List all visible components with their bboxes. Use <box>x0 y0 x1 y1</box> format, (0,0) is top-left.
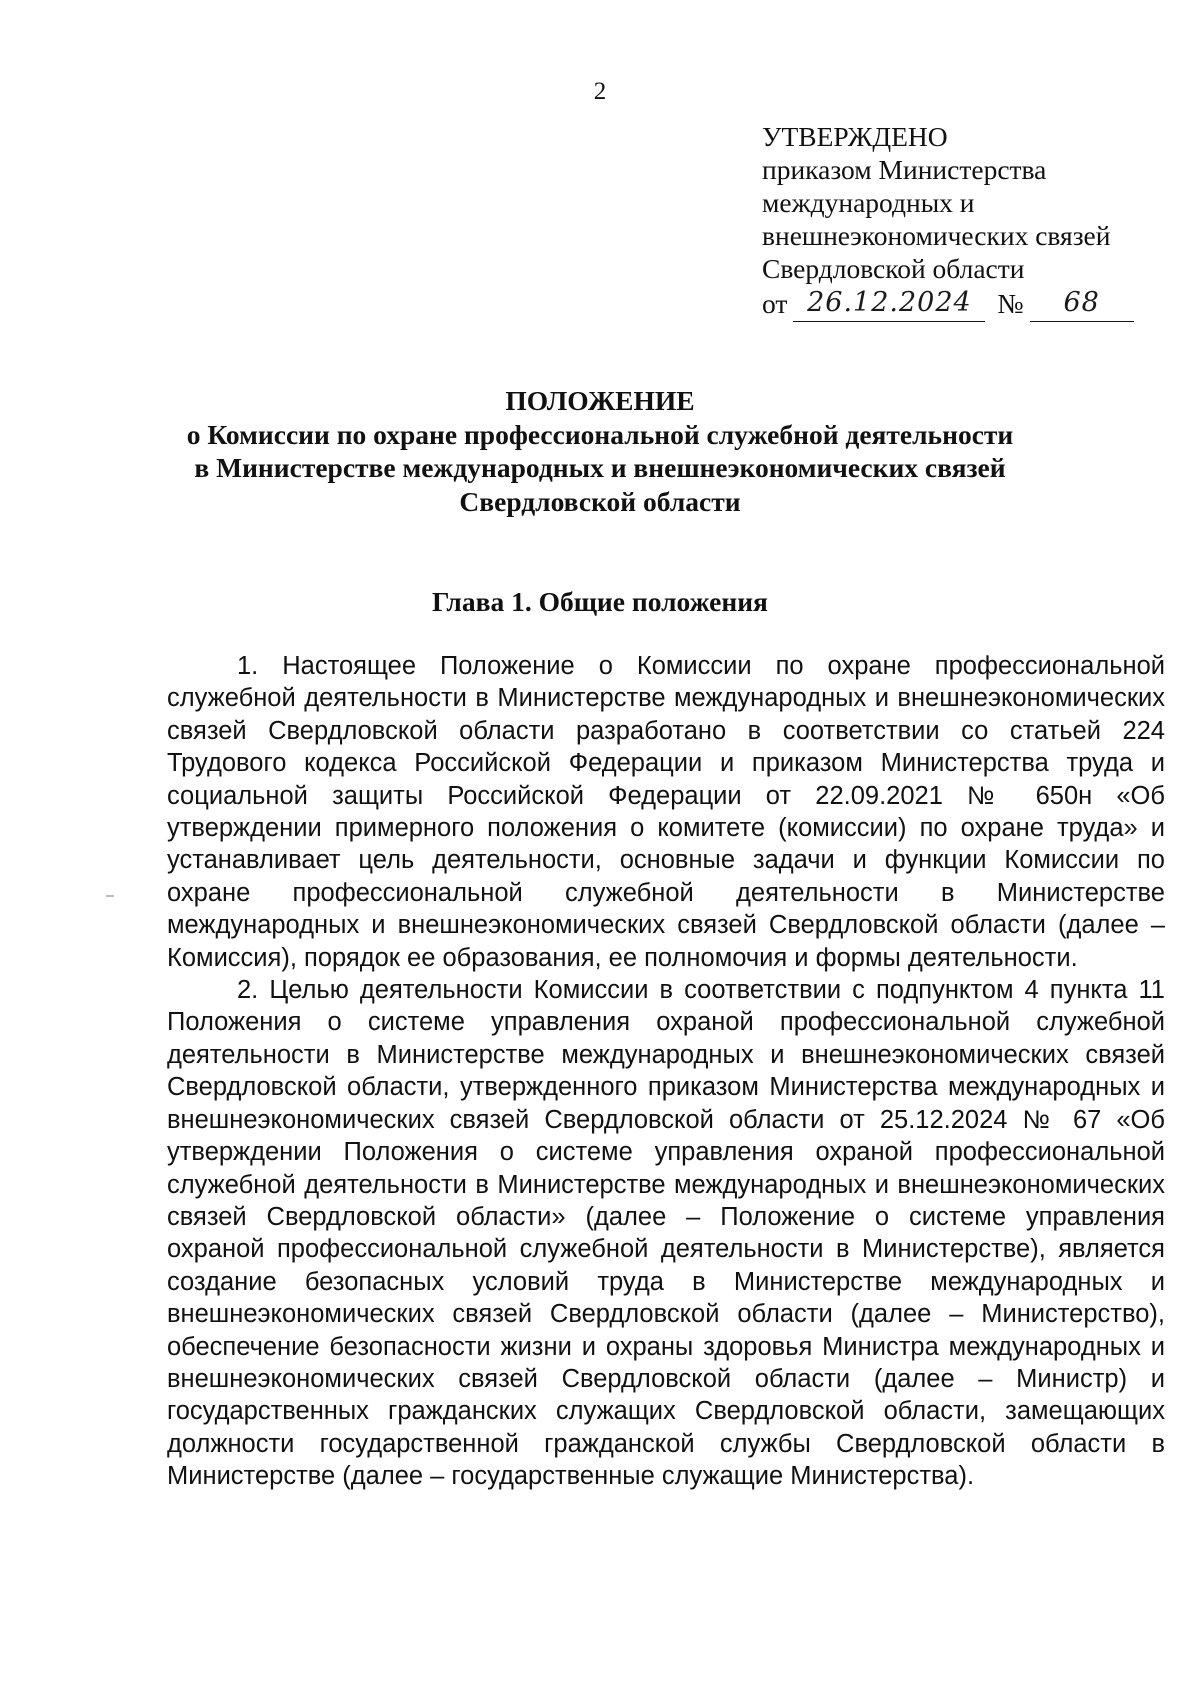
chapter-title: Глава 1. Общие положения <box>432 586 768 617</box>
paragraph-1: 1. Настоящее Положение о Комиссии по охране профессиональной служебной деятельности в Министерстве международных и внешнеэкономических связей Свердловской области разработано в соответствии со статьей 224 Трудового кодекса Российской Федерации и приказом Министерства труда и социальной защиты Российской Федерации от 22.09.2021 № 650н «Об утверждении примерного положения о комитете (комиссии) по охране труда» и устанавливает цель деятельности, основные задачи и функции Комиссии по охране профессиональной служебной деятельности в Министерстве международных и внешнеэкономических связей Свердловской области (далее – Комиссия), порядок ее образования, ее полномочия и формы деятельности. <box>167 652 1165 972</box>
document-title-block <box>0 384 1200 518</box>
approval-line: Свердловской области <box>762 253 1025 284</box>
handwritten-number: 68 <box>1063 287 1100 318</box>
approval-line: приказом Министерства <box>762 154 1047 185</box>
scan-artifact <box>106 895 114 897</box>
approval-date-line <box>762 287 1162 322</box>
approval-line: внешнеэкономических связей <box>762 220 1111 251</box>
approval-stamp-block <box>762 120 1162 322</box>
date-blank <box>793 287 985 322</box>
paragraph-2: 2. Целью деятельности Комиссии в соответствии с подпунктом 4 пункта 11 Положения о системе управления охраной профессиональной служебной деятельности в Министерстве международных и внешнеэкономических связей Свердловской области, утвержденного приказом Министерства международных и внешнеэкономических связей Свердловской области от 25.12.2024 № 67 «Об утверждении Положения о системе управления охраной профессиональной служебной деятельности в Министерстве международных и внешнеэкономических связей Свердловской области» (далее – Положение о системе управления охраной профессиональной служебной деятельности в Министерстве), является создание безопасных условий труда в Министерстве международных и внешнеэкономических связей Свердловской области (далее – Министерство), обеспечение безопасности жизни и охраны здоровья Министра международных и внешнеэкономических связей Свердловской области (далее – Министр) и государственных гражданских служащих Свердловской области, замещающих должности государственной гражданской службы Свердловской области в Министерстве (далее – государственные служащие Министерства). <box>167 976 1165 1491</box>
handwritten-date: 26.12.2024 <box>807 287 972 318</box>
document-body <box>167 650 1165 1493</box>
number-blank <box>1030 287 1134 322</box>
document-subtitle-line: Свердловской области <box>459 485 741 517</box>
document-subtitle-line: в Министерстве международных и внешнеэкономических связей <box>194 452 1006 483</box>
document-subtitle-line: о Комиссии по охране профессиональной служебной деятельности <box>186 418 1014 450</box>
approval-line: международных и <box>762 187 975 218</box>
number-sign: № <box>997 288 1024 319</box>
date-prefix: от <box>762 288 788 319</box>
approval-heading: УТВЕРЖДЕНО <box>762 121 948 152</box>
page-number: 2 <box>593 78 607 105</box>
document-title: ПОЛОЖЕНИЕ <box>505 385 695 416</box>
